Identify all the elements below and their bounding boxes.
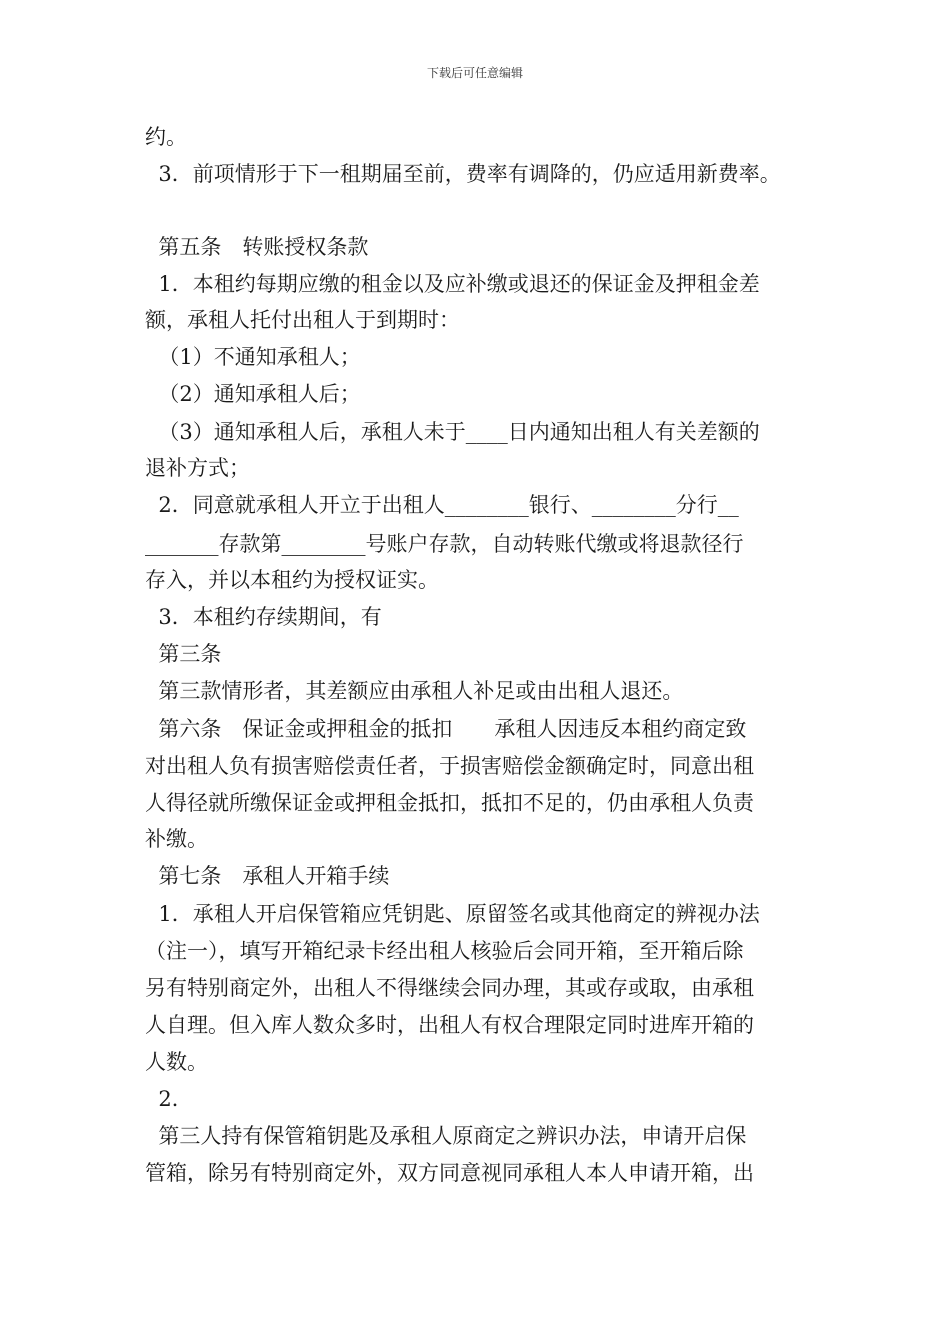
- text-line: 2．同意就承租人开立于出租人________银行、________分行__: [145, 493, 739, 517]
- text-line: 存入，并以本租约为授权证实。: [145, 568, 439, 592]
- section-heading: 第七条 承租人开箱手续: [145, 864, 390, 888]
- text-line: 管箱，除另有特别商定外，双方同意视同承租人本人申请开箱，出: [145, 1161, 754, 1185]
- text-line: 人数。: [145, 1050, 208, 1074]
- text-line: _______存款第________号账户存款，自动转账代缴或将退款径行: [145, 532, 744, 556]
- text-line: 人自理。但入库人数众多时，出租人有权合理限定同时进库开箱的: [145, 1013, 754, 1037]
- text-line: 第三人持有保管箱钥匙及承租人原商定之辨识办法，申请开启保: [145, 1124, 747, 1148]
- text-line: 补缴。: [145, 827, 208, 851]
- text-line: （注一），填写开箱纪录卡经出租人核验后会同开箱，至开箱后除: [145, 939, 744, 963]
- text-line: 1．本租约每期应缴的租金以及应补缴或退还的保证金及押租金差: [145, 272, 760, 296]
- text-line: 约。: [145, 125, 187, 149]
- text-line: 2．: [145, 1087, 193, 1111]
- text-line: 人得径就所缴保证金或押租金抵扣，抵扣不足的，仍由承租人负责: [145, 791, 754, 815]
- text-line: 第三款情形者，其差额应由承租人补足或由出租人退还。: [145, 679, 684, 703]
- section-heading: 第五条 转账授权条款: [145, 235, 369, 259]
- text-line: 另有特别商定外，出租人不得继续会同办理，其或存或取，由承租: [145, 976, 754, 1000]
- text-line: 对出租人负有损害赔偿责任者，于损害赔偿金额确定时，同意出租: [145, 754, 754, 778]
- text-line: 1．承租人开启保管箱应凭钥匙、原留签名或其他商定的辨视办法: [145, 902, 760, 926]
- section-heading: 第六条 保证金或押租金的抵扣 承租人因违反本租约商定致: [145, 717, 747, 741]
- text-line: （3）通知承租人后，承租人未于____日内通知出租人有关差额的: [145, 420, 760, 444]
- text-line: （2）通知承租人后；: [145, 382, 361, 406]
- text-line: 3．前项情形于下一租期届至前，费率有调降的，仍应适用新费率。: [145, 162, 781, 186]
- section-heading: 第三条: [145, 642, 222, 666]
- text-line: 3．本租约存续期间，有: [145, 605, 382, 629]
- header-watermark: 下载后可任意编辑: [426, 66, 523, 80]
- text-line: 退补方式；: [145, 456, 250, 480]
- text-line: 额，承租人托付出租人于到期时：: [145, 308, 460, 332]
- text-line: （1）不通知承租人；: [145, 345, 361, 369]
